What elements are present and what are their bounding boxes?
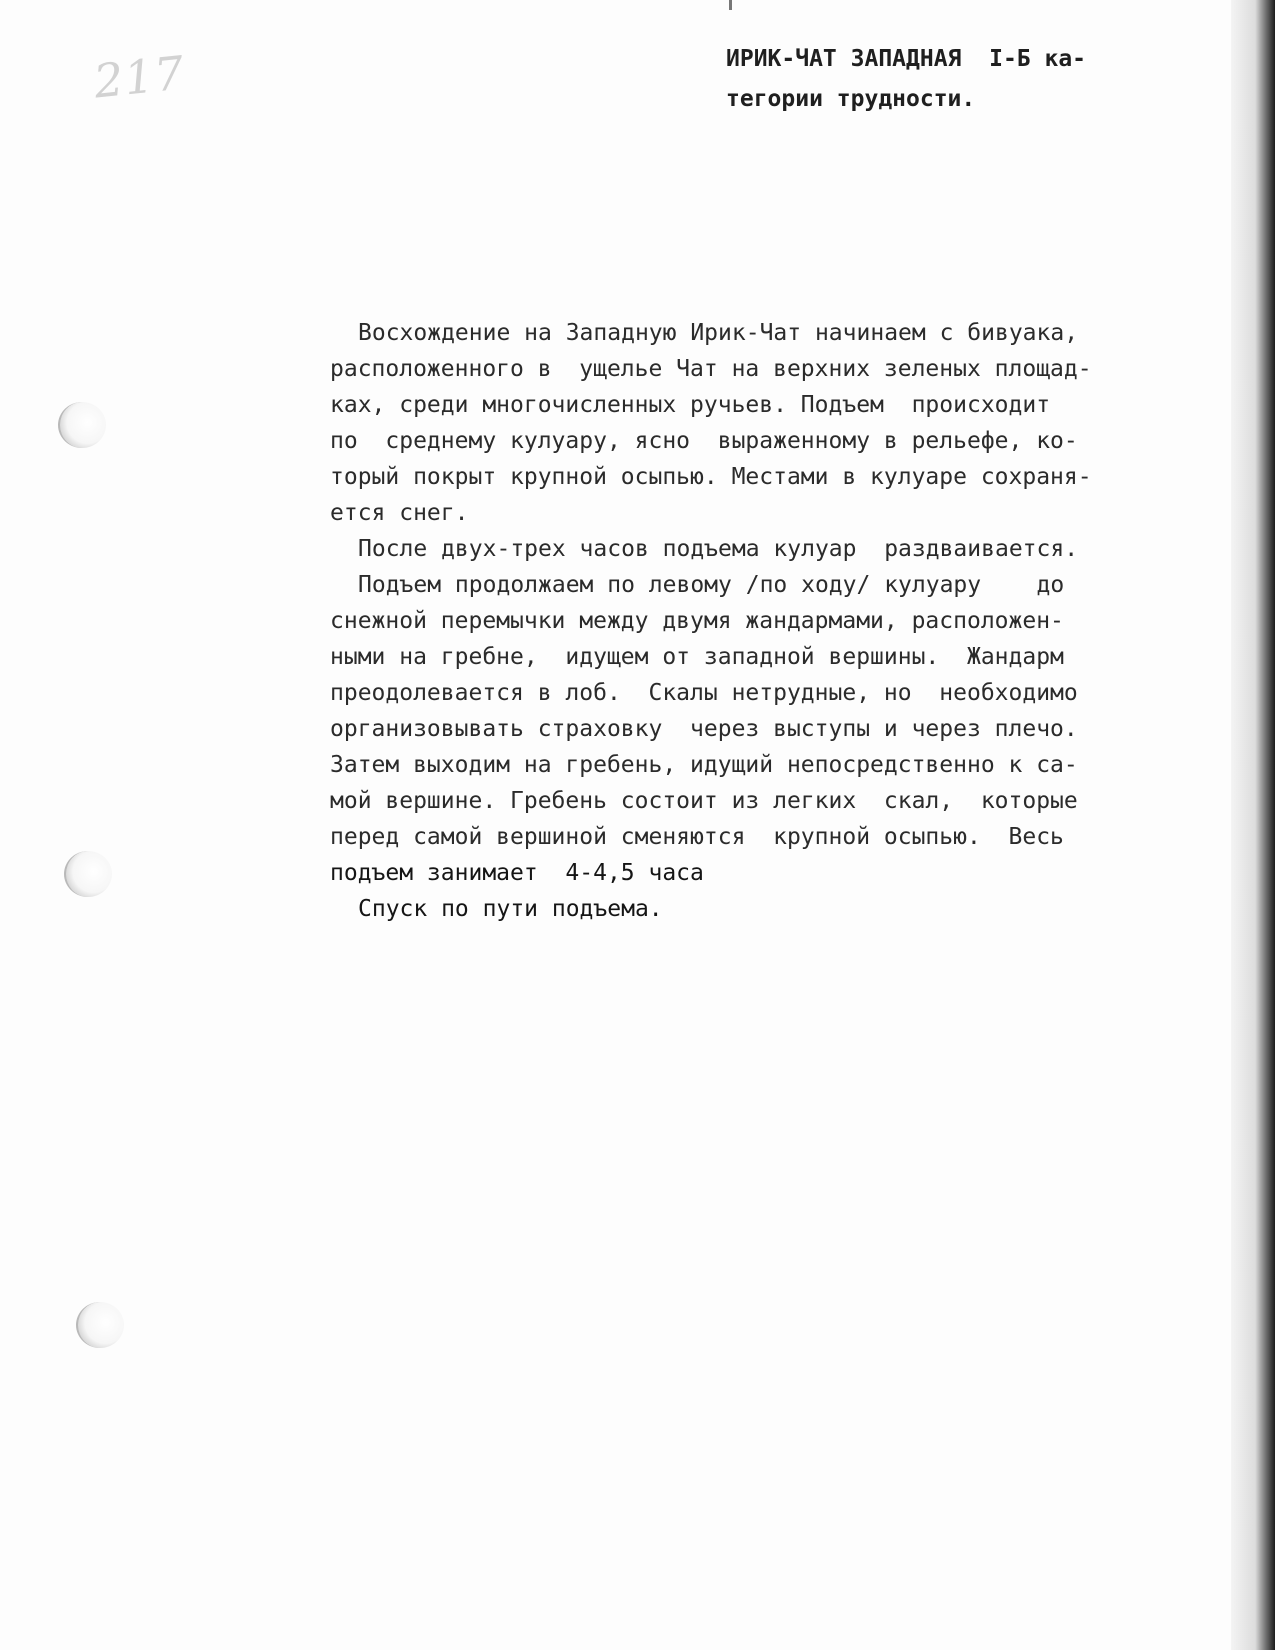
text-line: торый покрыт крупной осыпью. Местами в кулуаре сохраня- [330,464,1092,490]
text-line: расположенного в ущелье Чат на верхних зеленых площад- [330,356,1092,382]
text-line: ными на гребне, идущем от западной вершины. Жандарм [330,644,1064,670]
text-line: Затем выходим на гребень, идущий непосредственно к са- [330,752,1078,778]
text-line: подъем занимает 4-4,5 часа [330,860,704,886]
title-line-2: тегории трудности. [726,86,976,112]
punch-hole-bottom [76,1302,124,1348]
scan-edge-shadow [1231,0,1275,1650]
text-line: по среднему кулуару, ясно выраженному в рельефе, ко- [330,428,1078,454]
text-line: организовывать страховку через выступы и через плечо. [330,716,1078,742]
staple-mark [729,0,732,10]
title-line-1: ИРИК-ЧАТ ЗАПАДНАЯ I-Б ка- [726,46,1087,72]
text-line: После двух-трех часов подъема кулуар раздваивается. [358,536,1079,562]
text-line: перед самой вершиной сменяются крупной осыпью. Весь [330,824,1064,850]
text-line: снежной перемычки между двумя жандармами, расположен- [330,608,1064,634]
text-line: Подъем продолжаем по левому /по ходу/ кулуару до [358,572,1065,598]
text-line: Спуск по пути подъема. [358,896,663,922]
punch-hole-middle [64,851,112,897]
text-line: ках, среди многочисленных ручьев. Подъем происходит [330,392,1051,418]
text-line: мой вершине. Гребень состоит из легких скал, которые [330,788,1078,814]
punch-hole-top [58,402,106,448]
text-line: Восхождение на Западную Ирик-Чат начинаем с бивуака, [358,320,1079,346]
text-line: ется снег. [330,500,469,526]
text-line: преодолевается в лоб. Скалы нетрудные, но необходимо [330,680,1078,706]
archive-page-number: 217 [91,45,188,109]
